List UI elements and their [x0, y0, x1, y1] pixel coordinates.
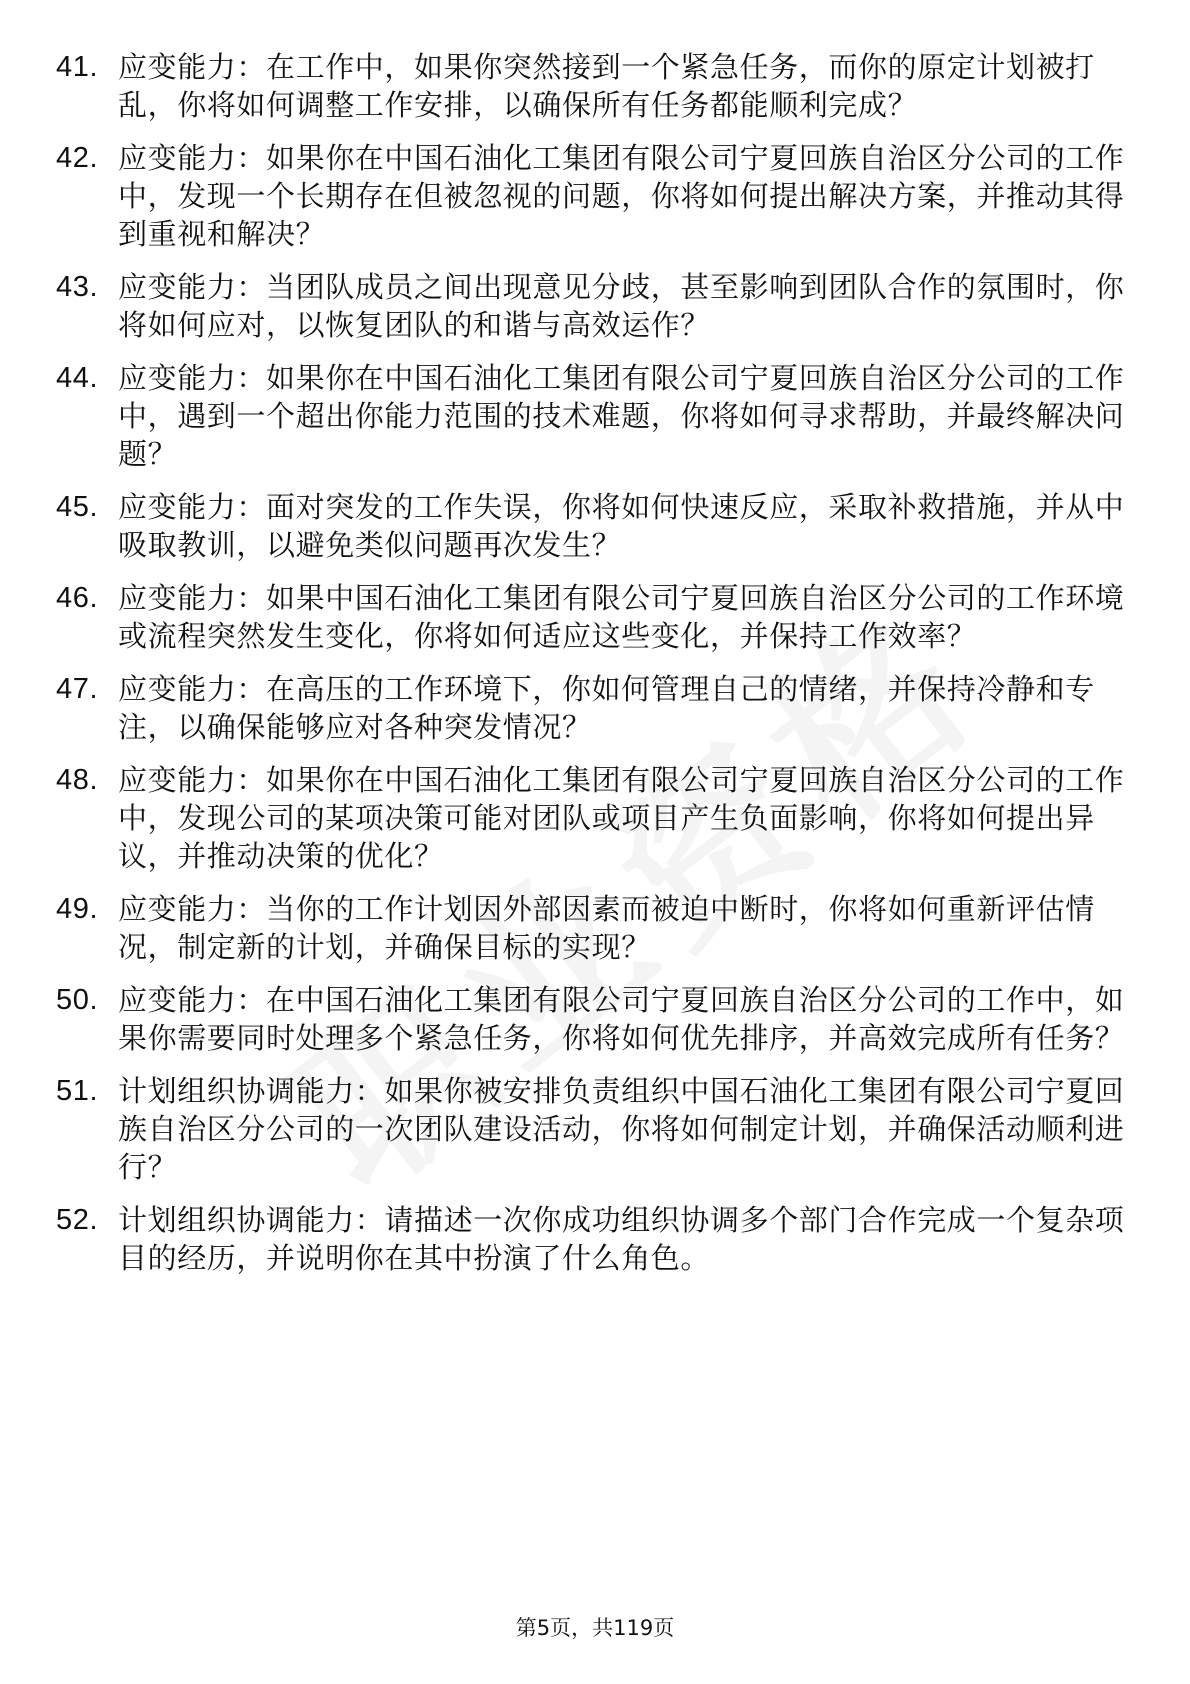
question-number: 44. [56, 362, 99, 394]
question-number: 43. [56, 271, 99, 303]
question-number: 46. [56, 582, 99, 614]
question-item [56, 48, 1136, 124]
question-item [56, 761, 1136, 875]
question-text: 应变能力：当你的工作计划因外部因素而被迫中断时，你将如何重新评估情况，制定新的计划，并确保目标的实现？ [118, 892, 1095, 964]
question-number: 47. [56, 673, 99, 705]
question-text: 应变能力：在高压的工作环境下，你如何管理自己的情绪，并保持冷静和专注，以确保能够应对各种突发情况？ [118, 672, 1095, 744]
question-item [56, 488, 1136, 564]
question-item [56, 579, 1136, 655]
question-number: 50. [56, 984, 99, 1016]
question-item [56, 670, 1136, 746]
question-list [56, 48, 1136, 1292]
question-item [56, 1072, 1136, 1186]
page-footer [0, 1612, 1190, 1642]
question-text: 应变能力：在中国石油化工集团有限公司宁夏回族自治区分公司的工作中，如果你需要同时处理多个紧急任务，你将如何优先排序，并高效完成所有任务？ [118, 983, 1125, 1055]
question-number: 48. [56, 764, 99, 796]
question-item [56, 1201, 1136, 1277]
page-number-label: 第5页，共119页 [515, 1616, 675, 1640]
question-item [56, 890, 1136, 966]
question-item [56, 359, 1136, 473]
question-text: 应变能力：当团队成员之间出现意见分歧，甚至影响到团队合作的氛围时，你将如何应对，以恢复团队的和谐与高效运作？ [118, 270, 1125, 342]
question-text: 计划组织协调能力：请描述一次你成功组织协调多个部门合作完成一个复杂项目的经历，并说明你在其中扮演了什么角色。 [118, 1203, 1125, 1275]
question-text: 应变能力：如果中国石油化工集团有限公司宁夏回族自治区分公司的工作环境或流程突然发生变化，你将如何适应这些变化，并保持工作效率？ [118, 581, 1125, 653]
question-number: 49. [56, 893, 99, 925]
question-text: 计划组织协调能力：如果你被安排负责组织中国石油化工集团有限公司宁夏回族自治区分公司的一次团队建设活动，你将如何制定计划，并确保活动顺利进行？ [118, 1074, 1125, 1184]
question-text: 应变能力：如果你在中国石油化工集团有限公司宁夏回族自治区分公司的工作中，发现一个长期存在但被忽视的问题，你将如何提出解决方案，并推动其得到重视和解决？ [118, 141, 1125, 251]
question-number: 51. [56, 1075, 99, 1107]
question-number: 41. [56, 51, 99, 83]
question-number: 42. [56, 142, 99, 174]
question-text: 应变能力：在工作中，如果你突然接到一个紧急任务，而你的原定计划被打乱，你将如何调整工作安排，以确保所有任务都能顺利完成？ [118, 50, 1095, 122]
question-item [56, 981, 1136, 1057]
question-item [56, 268, 1136, 344]
question-number: 52. [56, 1204, 99, 1236]
question-text: 应变能力：如果你在中国石油化工集团有限公司宁夏回族自治区分公司的工作中，遇到一个超出你能力范围的技术难题，你将如何寻求帮助，并最终解决问题？ [118, 361, 1125, 471]
question-text: 应变能力：面对突发的工作失误，你将如何快速反应，采取补救措施，并从中吸取教训，以避免类似问题再次发生？ [118, 490, 1125, 562]
question-number: 45. [56, 491, 99, 523]
question-item [56, 139, 1136, 253]
question-text: 应变能力：如果你在中国石油化工集团有限公司宁夏回族自治区分公司的工作中，发现公司的某项决策可能对团队或项目产生负面影响，你将如何提出异议，并推动决策的优化？ [118, 763, 1125, 873]
